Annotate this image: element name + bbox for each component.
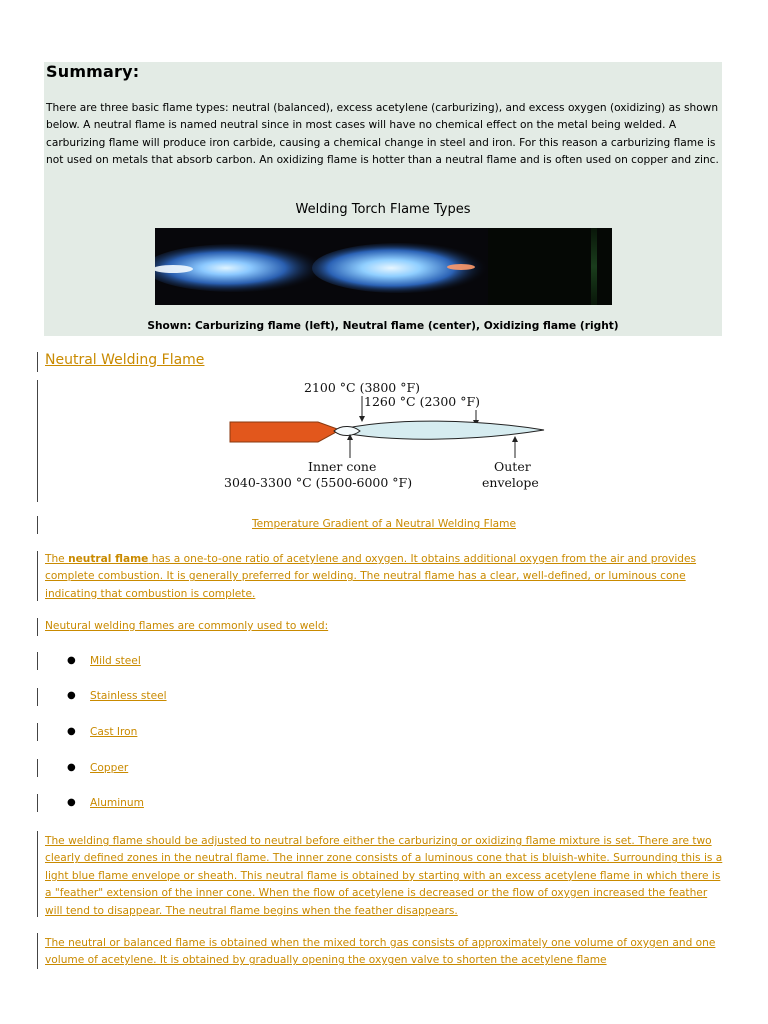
margin-bar bbox=[37, 380, 38, 502]
outer-envelope bbox=[334, 421, 544, 439]
bullet-icon: ● bbox=[67, 762, 76, 773]
balanced-flame-paragraph[interactable]: The neutral or balanced flame is obtained when the mixed torch gas consists of approximately one volume of oxygen and one volume of acetylene. It is obtained by gradually opening the oxygen valve to shorten the acetylene flame bbox=[45, 937, 716, 967]
bullet-icon: ● bbox=[67, 655, 76, 666]
outer-label: Outer bbox=[494, 459, 531, 474]
summary-title: Summary: bbox=[46, 62, 140, 81]
flame-photo bbox=[155, 228, 612, 305]
margin-bar bbox=[37, 551, 38, 601]
bullet-icon: ● bbox=[67, 797, 76, 808]
bullet-icon: ● bbox=[67, 690, 76, 701]
list-item-label[interactable]: Cast Iron bbox=[90, 726, 138, 738]
list-item-label[interactable]: Aluminum bbox=[90, 797, 144, 809]
list-item-label[interactable]: Copper bbox=[90, 762, 129, 774]
tip-temperature-label: 2100 °C (3800 °F) bbox=[304, 380, 421, 395]
neutral-flame-bold: neutral flame bbox=[68, 553, 149, 565]
envelope-label: envelope bbox=[482, 475, 539, 490]
mid-temperature-label: 1260 °C (2300 °F) bbox=[364, 394, 481, 409]
torch-tip bbox=[230, 422, 340, 442]
diagram-caption[interactable]: Temperature Gradient of a Neutral Welding Flame bbox=[251, 518, 516, 530]
list-item bbox=[0, 655, 768, 671]
margin-bar bbox=[37, 831, 38, 917]
neutral-flame-diagram bbox=[222, 376, 552, 494]
flame-types-caption: Shown: Carburizing flame (left), Neutral flame (center), Oxidizing flame (right) bbox=[147, 320, 619, 332]
flame-types-title: Welding Torch Flame Types bbox=[295, 202, 471, 217]
list-item-label[interactable]: Mild steel bbox=[90, 655, 141, 667]
margin-bar bbox=[37, 352, 38, 372]
list-item bbox=[0, 726, 768, 742]
list-item bbox=[0, 797, 768, 813]
flame-types-image bbox=[155, 228, 612, 305]
summary-box bbox=[44, 62, 722, 336]
list-item bbox=[0, 690, 768, 706]
summary-text: There are three basic flame types: neutral (balanced), excess acetylene (carburizing), and excess oxygen (oxidizing) as shown below. A neutral flame is named neutral since in most cases will have no chemical effect on the metal being welded. A carburizing flame will produce iron carbide, causing a chemical change in steel and iron. For this reason a carburizing flame is not used on metals that absorb carbon. An oxidizing flame is hotter than a neutral flame and is often used on copper and zinc. bbox=[46, 102, 719, 167]
list-item-label[interactable]: Stainless steel bbox=[90, 690, 167, 702]
margin-bar bbox=[37, 933, 38, 969]
adjustment-paragraph[interactable]: The welding flame should be adjusted to neutral before either the carburizing or oxidizing flame mixture is set. There are two clearly defined zones in the neutral flame. The inner zone consists of a luminous cone that is bluish-white. Surrounding this is a light blue flame envelope or sheath. This neutral flame is obtained by starting with an excess acetylene flame in which there is a "feather" extension of the inner cone. When the flow of acetylene is decreased or the flow of oxygen increased the feather will tend to disappear. The neutral flame begins when the feather disappears. bbox=[45, 835, 723, 917]
neutral-flame-heading[interactable]: Neutral Welding Flame bbox=[45, 352, 205, 368]
bottom-temperature-label: 3040-3300 °C (5500-6000 °F) bbox=[224, 475, 413, 490]
inner-cone-label: Inner cone bbox=[308, 459, 377, 474]
bullet-icon: ● bbox=[67, 726, 76, 737]
list-intro[interactable]: Neutural welding flames are commonly used to weld: bbox=[45, 620, 329, 632]
neutral-flame-paragraph[interactable]: The neutral flame has a one-to-one ratio of acetylene and oxygen. It obtains additional oxygen from the air and provides complete combustion. It is generally preferred for welding. The neutral flame has a clear, well-defined, or luminous cone indicating that combustion is complete. bbox=[45, 553, 697, 600]
list-item bbox=[0, 762, 768, 778]
margin-bar bbox=[37, 618, 38, 636]
